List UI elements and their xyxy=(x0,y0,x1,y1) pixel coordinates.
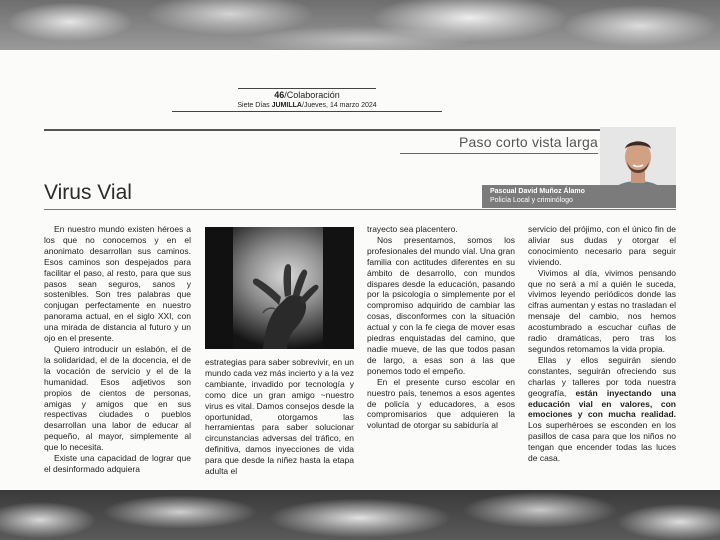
kicker-underline xyxy=(400,153,598,154)
paragraph: servicio del prójimo, con el único fin de aliviar sus dudas y otorgar el conocimiento necesario para seguir viviendo. xyxy=(528,224,676,267)
issue-date: /Jueves, 14 marzo 2024 xyxy=(301,102,377,109)
publication-name: Siete Días xyxy=(237,102,272,109)
cloud-border-bottom xyxy=(0,490,720,540)
paragraph: En el presente curso escolar en nuestro país, tenemos a esos agentes de policía y educadores, a esos compromisarios que adquieren la voluntad de otorgar su sabiduría al xyxy=(367,376,515,431)
cloud-border-top xyxy=(0,0,720,50)
article-column-2 xyxy=(205,357,354,477)
highlighted-text: están inyectando una educación vial en valores, con emociones y con mucha realidad. xyxy=(528,387,676,420)
article-photo-hand xyxy=(205,227,354,349)
paragraph: trayecto sea placentero. xyxy=(367,224,458,234)
article-column-3 xyxy=(367,224,515,431)
column-kicker: Paso corto vista larga xyxy=(458,134,598,150)
newspaper-page xyxy=(0,50,720,490)
page-number: 46 xyxy=(274,90,285,100)
paragraph: En nuestro mundo existen héroes a los que no conocemos y en el anonimato desarrollan sus caminos. Esos caminos son despejados para facilitar el paso, al resto, para que sus pasos sean seguros, sanos y sostenibles. Son tres palabras que conjugan perfectamente en nuestro panorama actual, en el siglo XXI, con una mirada de distancia al futuro y un ojo en el presente. xyxy=(44,224,191,344)
article-column-4 xyxy=(528,224,676,464)
paragraph xyxy=(528,355,676,464)
paragraph-text: Los superhéroes se esconden en los pasillos de casa para que los niños no tengan que encender todas las luces de casa. xyxy=(528,420,676,464)
publication-name-bold: JUMILLA xyxy=(271,102,302,109)
header-divider xyxy=(44,129,676,131)
author-name: Pascual David Muñoz Álamo xyxy=(490,188,585,195)
title-divider xyxy=(44,209,676,210)
author-byline xyxy=(482,185,676,208)
paragraph: Existe una capacidad de lograr que el desinformado adquiera xyxy=(44,453,191,474)
paragraph: Nos presentamos, somos los profesionales del mundo vial. Una gran familia con actitudes diferentes en su ámbito de desarrollo, con mundos dispares desde la educación, pasando por la psicología o simplemente por el compromiso adquirido de cambiar las cosas, disconformes con la situación actual y con la fe ciega de mover esas piedras enquistadas del camino, que nadie mueve, de las que todos pasan de largo, a esas son a las que ponemos todo el empeño. xyxy=(367,234,515,376)
paragraph: Quiero introducir un eslabón, el de la solidaridad, el de la docencia, el de la vocación de servicio y el de la humanidad. Esos adjetivos son propios de cientos de personas, amigas y amigos que en sus respectivas ciudades o pueblos desarrollan una labor de educar al pequeño, al mayor, simplemente al que lo necesita. xyxy=(44,343,191,453)
page-folio xyxy=(172,88,442,112)
article-title: Virus Vial xyxy=(44,181,132,204)
section-name: /Colaboración xyxy=(284,90,340,100)
paragraph-text: Ellas y ellos seguirán siendo constantes, seguirán ofreciendo sus charlas y talleres por toda nuestra geografía, xyxy=(528,354,676,398)
paragraph: estrategias para saber sobrevivir, en un mundo cada vez más incierto y a la vez cambiante, invadido por tecnología y como dice un gran amigo ~nuestro virus es vital. Damos consejos desde la oportunidad, otorgamos las herramientas para saber solucionar circunstancias adversas del tráfico, en definitiva, damos inyecciones de vida para que desde la niñez hasta la etapa adulta el xyxy=(205,357,354,477)
paragraph: Vivimos al día, vivimos pensando que no será a mí a quién le suceda, vivimos leyendo periódicos donde las cifras aumentan y estas no trasladan el mensaje del cambio, nos hemos acostumbrado a escuchar cuñas de radio dramáticas, pero tras los segundos retomamos la vida propia. xyxy=(528,267,676,354)
article-column-1 xyxy=(44,224,191,475)
author-role: Policía Local y criminólogo xyxy=(490,197,573,204)
